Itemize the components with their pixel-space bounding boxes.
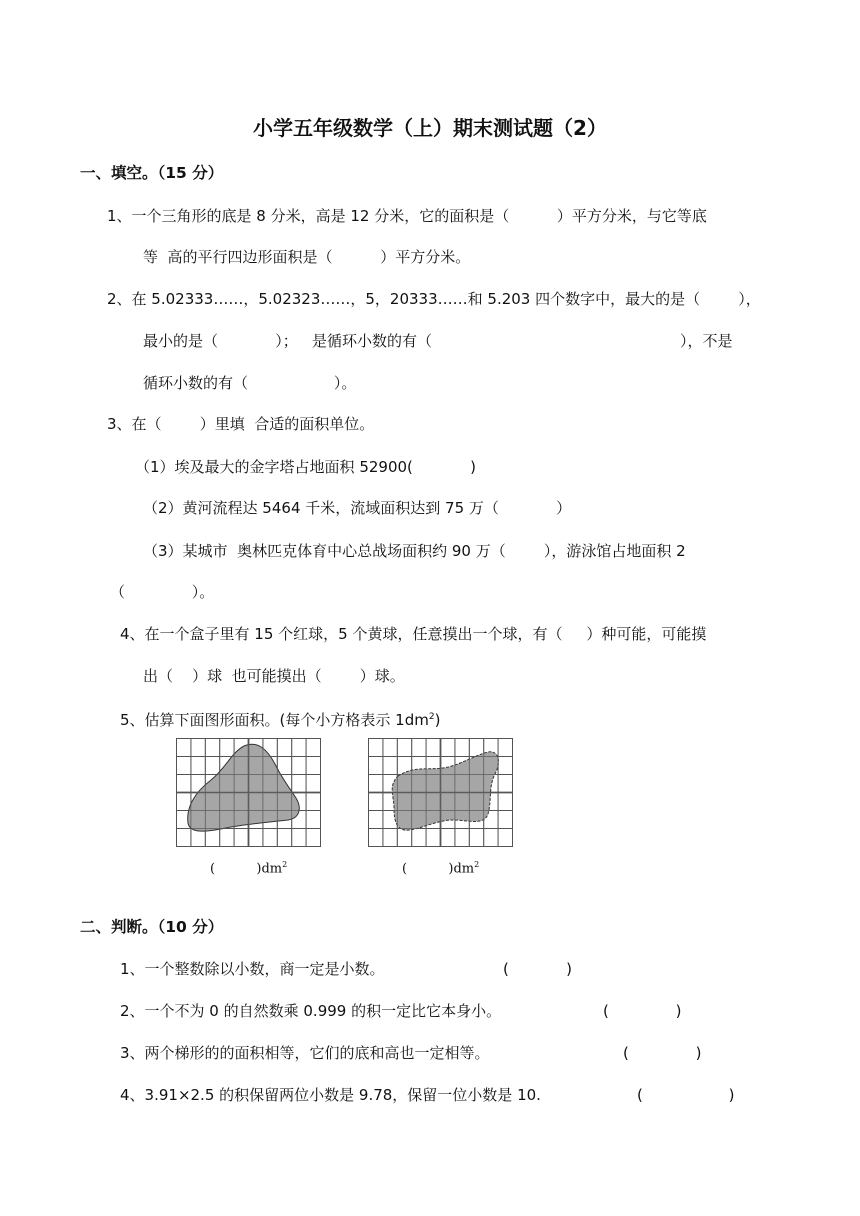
irregular-shape-left (188, 744, 300, 831)
q2-line2: 最小的是（ ）； 是循环小数的有（ ），不是 (143, 332, 733, 350)
judge-q1-paren: ( ) (503, 960, 572, 978)
q3-sub3-cont: （ ）。 (110, 583, 215, 601)
judge-q4: 4、3.91×2.5 的积保留两位小数是 9.78，保留一位小数是 10. (120, 1086, 541, 1104)
q3-line1: 3、在（ ）里填 合适的面积单位。 (107, 415, 375, 433)
q3-sub1: （1）埃及最大的金字塔占地面积 52900( ) (135, 458, 476, 476)
section-heading-fill-in: 一、填空。（15 分） (80, 164, 224, 182)
judge-q3-paren: ( ) (623, 1044, 702, 1062)
judge-q4-paren: ( ) (637, 1086, 735, 1104)
grid-figure-right (368, 738, 513, 847)
judge-q2: 2、一个不为 0 的自然数乘 0.999 的积一定比它本身小。 (120, 1002, 502, 1020)
q2-line3: 循环小数的有（ ）。 (143, 374, 357, 392)
q1-line2: 等 高的平行四边形面积是（ ）平方分米。 (143, 248, 471, 266)
irregular-shape-right (392, 752, 498, 831)
q5-text: 5、估算下面图形面积。(每个小方格表示 $1dm^2$) (120, 711, 441, 729)
q2-line1: 2、在 5.02333……，5.02323……，5，20333……和 5.203 四个数字中，最大的是（ ）， (107, 290, 761, 308)
judge-q3: 3、两个梯形的的面积相等，它们的底和高也一定相等。 (120, 1044, 490, 1062)
q4-line2: 出（ ）球 也可能摸出（ ）球。 (143, 667, 405, 685)
q4-line1: 4、在一个盒子里有 15 个红球，5 个黄球，任意摸出一个球，有（ ）种可能，可能摸 (120, 625, 707, 643)
q1-line1: 1、一个三角形的底是 8 分米，高是 12 分米，它的面积是（ ）平方分米，与它等底 (107, 207, 707, 225)
page-title: 小学五年级数学（上）期末测试题（2） (253, 116, 607, 140)
judge-q2-paren: ( ) (603, 1002, 682, 1020)
section-heading-judgment: 二、判断。（10 分） (80, 918, 224, 936)
grid-figure-left (176, 738, 321, 847)
caption-left: ( )$dm^2$ (210, 860, 288, 877)
q3-sub2: （2）黄河流程达 5464 千米，流域面积达到 75 万（ ） (143, 499, 572, 517)
caption-right: ( )$dm^2$ (402, 860, 480, 877)
judge-q1: 1、一个整数除以小数，商一定是小数。 (120, 960, 385, 978)
q3-sub3: （3）某城市 奥林匹克体育中心总战场面积约 90 万（ ），游泳馆占地面积 2 (143, 542, 686, 560)
